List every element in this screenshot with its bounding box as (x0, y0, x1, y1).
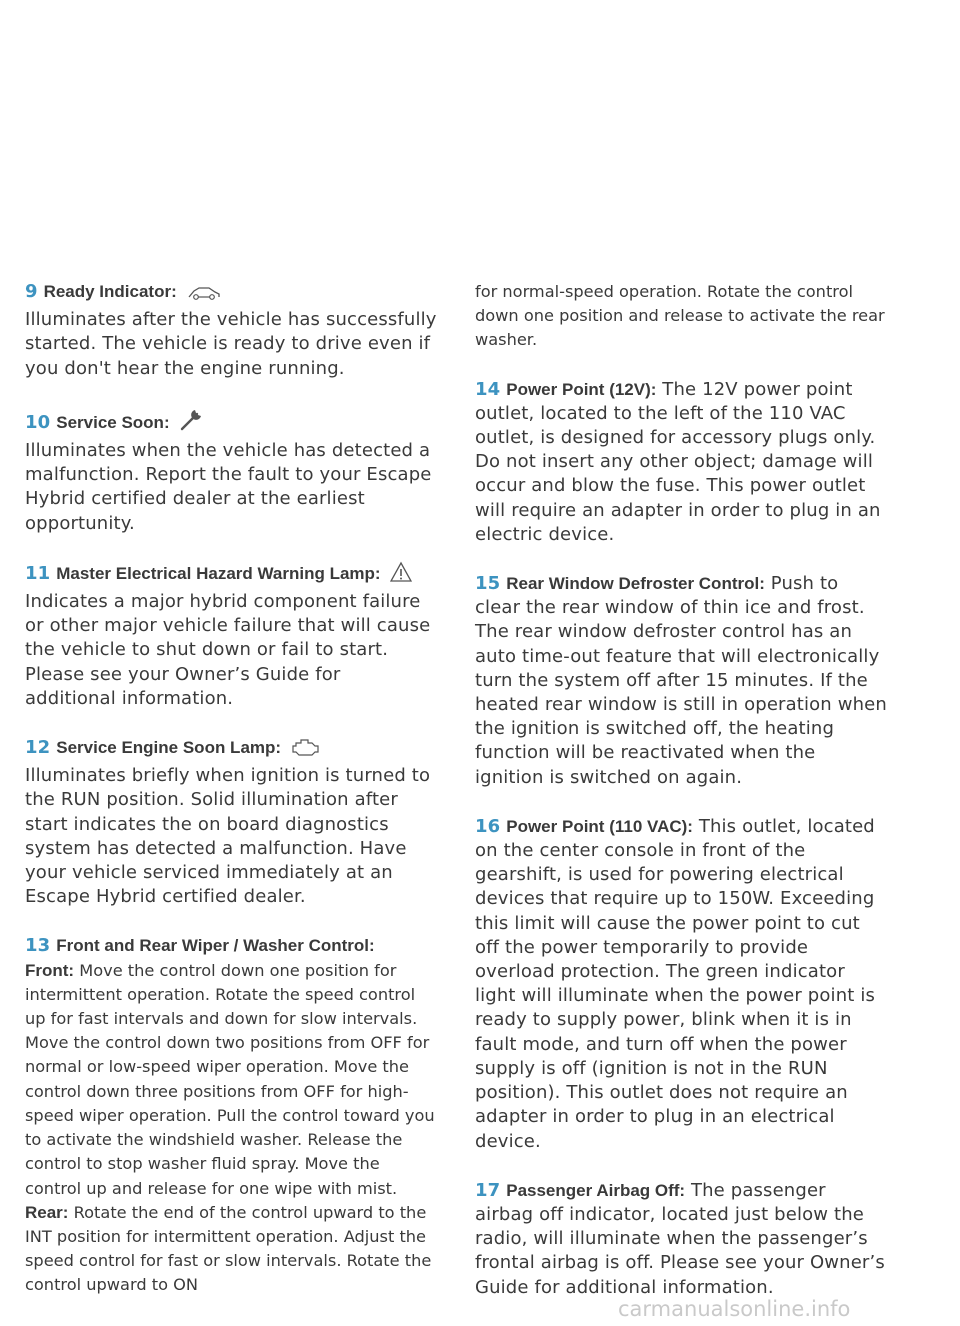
item-wiper-washer-control (25, 934, 437, 1297)
item-power-point-110vac (475, 815, 887, 1154)
right-column (475, 280, 887, 1325)
item-power-point-12v (475, 378, 887, 547)
item-title: Passenger Airbag Off: (506, 1180, 686, 1200)
item-body: The 12V power point outlet, located to the left of the 110 VAC outlet, is designed for accessory plugs only. Do not insert any other object; damage will occur and blow the fuse. This power outlet will require an adapter in order to plug in an electric device. (475, 378, 881, 545)
item-number: 10 (25, 411, 51, 433)
item-title: Power Point (12V): (506, 379, 657, 399)
item-title: Power Point (110 VAC): (506, 816, 693, 836)
item-hazard-warning-lamp (25, 561, 437, 711)
item-body: Illuminates after the vehicle has successfully started. The vehicle is ready to drive even if you don't hear the engine running. (25, 309, 437, 379)
item-body: Illuminates briefly when ignition is turned to the RUN position. Solid illumination after start indicates the on board diagnostics system has detected a malfunction. Have your vehicle serviced immediately at an Escape Hybrid certified dealer. (25, 765, 431, 908)
warning-triangle-icon (390, 561, 412, 590)
rear-body: Rotate the end of the control upward to the INT position for intermittent operation. Adjust the speed control for fast or slow intervals. Rotate the control upward to ON (25, 1202, 432, 1295)
front-label: Front: (25, 960, 75, 980)
item-number: 11 (25, 562, 51, 584)
item-number: 13 (25, 935, 51, 957)
left-column (25, 280, 437, 1323)
item-number: 15 (475, 573, 501, 595)
item-body: for normal-speed operation. Rotate the control down one position and release to activate the rear washer. (475, 282, 885, 350)
item-title: Rear Window Defroster Control: (506, 574, 765, 594)
item-service-engine-soon (25, 736, 437, 909)
rear-label: Rear: (25, 1202, 69, 1222)
item-number: 16 (475, 815, 501, 837)
item-passenger-airbag-off (475, 1179, 887, 1300)
item-body: Push to clear the rear window of thin ice and frost. The rear window defroster control has an auto time-out feature that will electronically turn the system off after 15 minutes. If the heated rear window is still in operation when the ignition is switched off, the heating function will be reactivated when the ignition is switched on again. (475, 573, 887, 788)
engine-icon (291, 737, 321, 764)
item-number: 17 (475, 1179, 501, 1201)
item-title: Master Electrical Hazard Warning Lamp: (56, 563, 381, 583)
item-title: Front and Rear Wiper / Washer Control: (56, 936, 375, 956)
item-number: 12 (25, 737, 51, 759)
item-number: 14 (475, 378, 501, 400)
item-body: The passenger airbag off indicator, located just below the radio, will illuminate when the passenger’s frontal airbag is off. Please see your Owner’s Guide for additional information. (475, 1179, 885, 1298)
item-rear-defroster (475, 572, 887, 790)
wrench-icon (179, 406, 205, 439)
item-body: Indicates a major hybrid component failure or other major vehicle failure that will cause the vehicle to shut down or fail to start. Please see your Owner’s Guide for additional information. (25, 591, 431, 709)
item-ready-indicator (25, 280, 437, 381)
item-number: 9 (25, 281, 38, 302)
item-title: Ready Indicator: (43, 282, 177, 301)
front-body: Move the control down one position for intermittent operation. Rotate the speed control up for fast intervals and down for slow intervals. Move the control down two positions from OFF for normal or low-speed wiper operation. Move the control down three positions from OFF for high-speed wiper operation. Pull the control toward you to activate the windshield washer. Release the control to stop washer fluid spray. Move the control up and release for one wipe with mist. (25, 960, 435, 1198)
item-wiper-continued (475, 280, 887, 353)
item-title: Service Soon: (56, 412, 170, 432)
item-service-soon (25, 406, 437, 536)
item-body: Illuminates when the vehicle has detected a malfunction. Report the fault to your Escape Hybrid certified dealer at the earliest opportunity. (25, 440, 432, 534)
item-body: This outlet, located on the center console in front of the gearshift, is used for powering electrical devices that require up to 150W. Exceeding this limit will cause the power point to cut off the power temporarily to provide overload protection. The green indicator light will illuminate when the power point is ready to supply power, blink when it is in fault mode, and turn off when the power supply is off (ignition is not in the RUN position). This outlet does not require an adapter in order to plug in an electrical device. (475, 815, 876, 1152)
watermark: carmanualsonline.info (618, 1297, 851, 1321)
car-icon (187, 284, 221, 308)
item-title: Service Engine Soon Lamp: (56, 738, 282, 758)
